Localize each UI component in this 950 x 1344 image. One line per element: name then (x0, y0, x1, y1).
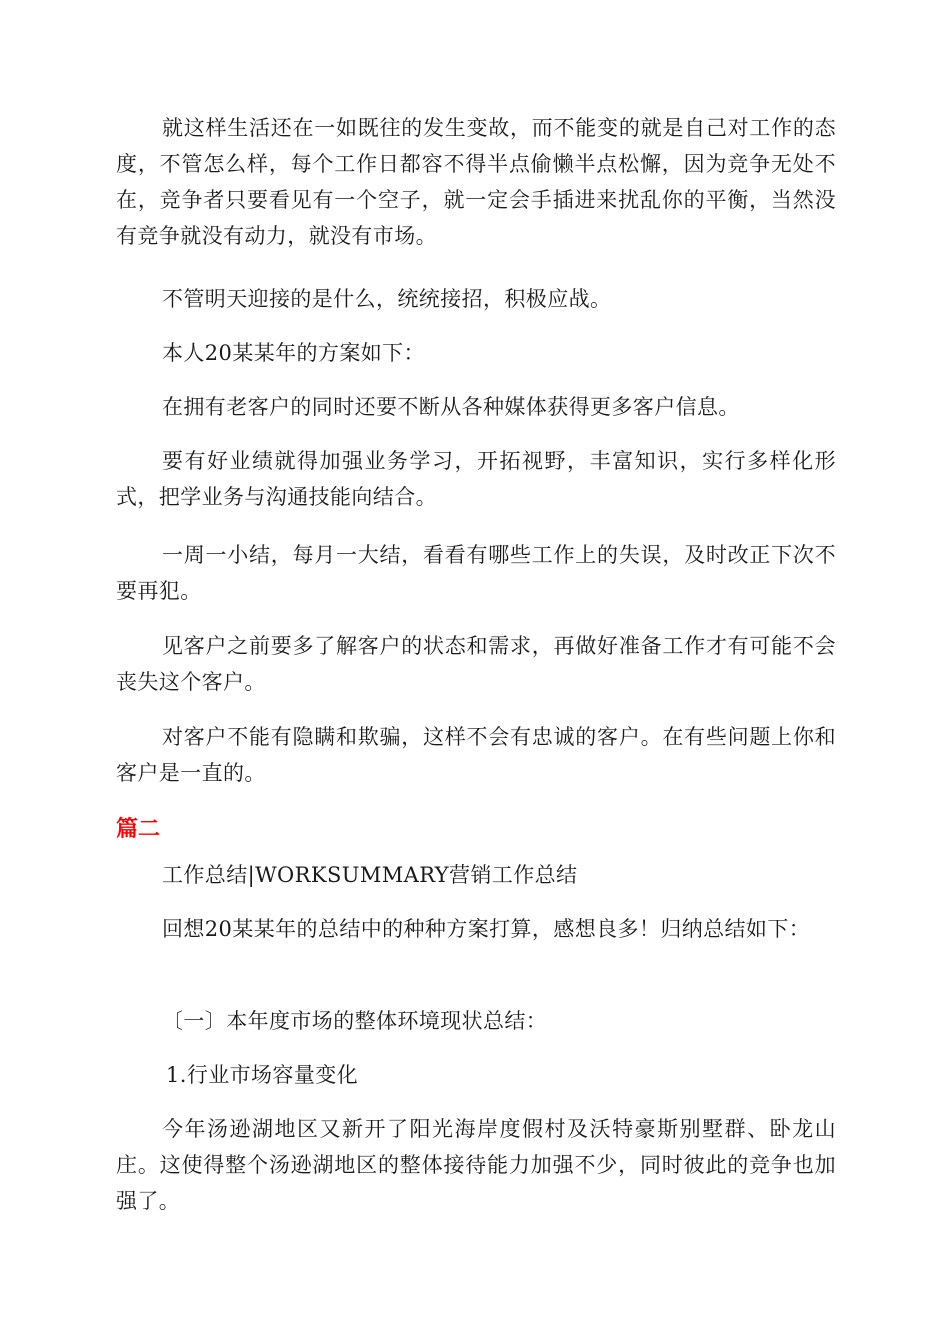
paragraph-lake-area: 今年汤逊湖地区又新开了阳光海岸度假村及沃特豪斯别墅群、卧龙山庄。这使得整个汤逊湖地区的整体接待能力加强不少，同时彼此的竞争也加强了。 (116, 1117, 836, 1213)
paragraph-summary-title: 工作总结|WORKSUMMARY营销工作总结 (162, 863, 578, 887)
paragraph-know-customer: 见客户之前要多了解客户的状态和需求，再做好准备工作才有可能不会丧失这个客户。 (116, 634, 836, 694)
paragraph-accept-challenge: 不管明天迎接的是什么，统统接招，积极应战。 (162, 287, 612, 311)
paragraph-review-intro: 回想20某某年的总结中的种种方案打算，感想良多！归纳总结如下： (162, 917, 811, 941)
paragraph-competition-attitude: 就这样生活还在一如既往的发生变故，而不能变的就是自己对工作的态度，不管怎么样，每个工作日都容不得半点偷懒半点松懈，因为竞争无处不在，竞争者只要看见有一个空子，就一定会手插进来扰乱你的平衡，当然没有竞争就没有动力，就没有市场。 (116, 116, 836, 248)
paragraph-plan-intro: 本人20某某年的方案如下： (162, 341, 425, 365)
paragraph-customer-info: 在拥有老客户的同时还要不断从各种媒体获得更多客户信息。 (162, 395, 740, 419)
paragraph-business-learning: 要有好业绩就得加强业务学习，开拓视野，丰富知识，实行多样化形式，把学业务与沟通技能向结合。 (116, 449, 836, 509)
paragraph-capacity-change: 1.行业市场容量变化 (166, 1063, 359, 1087)
section-heading: 篇二 (116, 817, 161, 842)
paragraph-honesty: 对客户不能有隐瞒和欺骗，这样不会有忠诚的客户。在有些问题上你和客户是一直的。 (116, 725, 836, 785)
paragraph-weekly-summary: 一周一小结，每月一大结，看看有哪些工作上的失误，及时改正下次不要再犯。 (116, 543, 836, 603)
paragraph-market-environment: 〔一〕本年度市场的整体环境现状总结： (162, 1009, 548, 1033)
